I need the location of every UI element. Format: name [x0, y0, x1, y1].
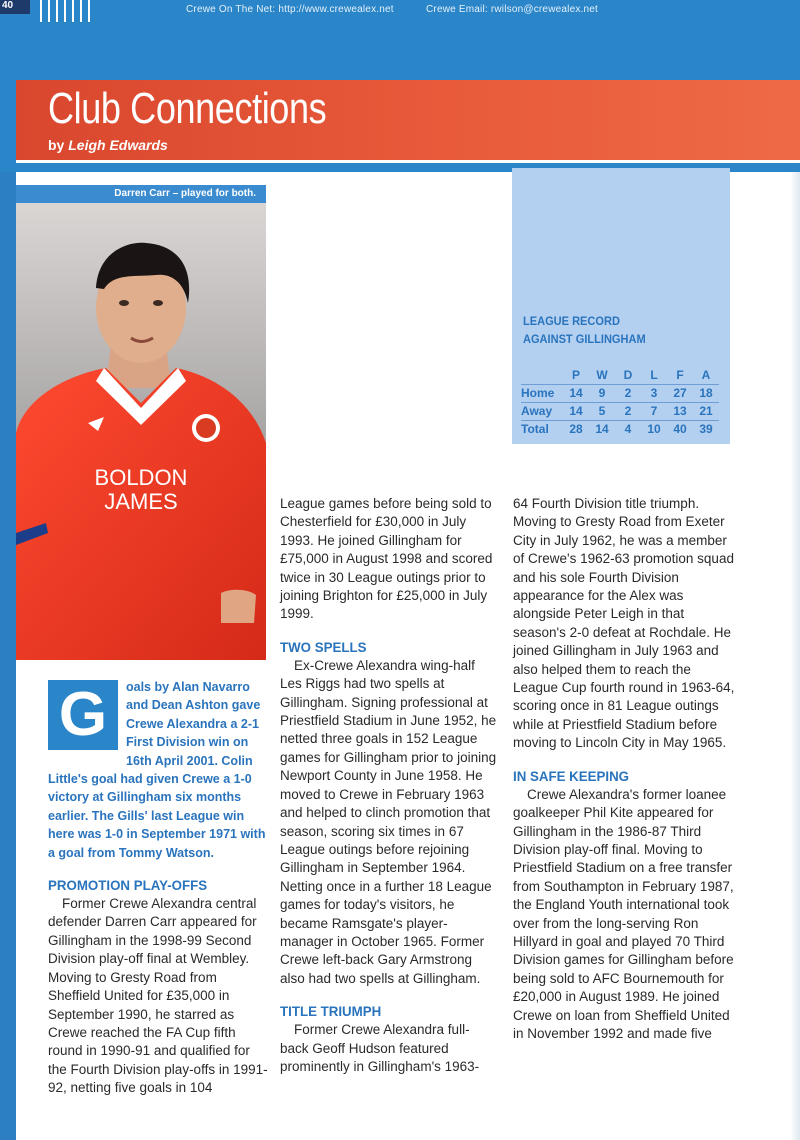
table-cell: 14: [589, 420, 615, 438]
league-record-heading-line2: AGAINST GILLINGHAM: [523, 332, 646, 346]
article-column-2: [280, 495, 498, 1076]
byline: [48, 137, 168, 153]
league-record-heading: [523, 312, 646, 348]
section-text-promotion-continued: League games before being sold to Chesterfield for £30,000 in July 1993. He joined Gillingham for £75,000 in August 1998 and scored twice in 30 League outings prior to joining Brighton for £25,000 in July 1999.: [280, 496, 493, 622]
page-title: Club Connections: [48, 84, 327, 133]
table-cell: 3: [641, 384, 667, 402]
section-text-title-triumph-continued: 64 Fourth Division title triumph. Moving to Gresty Road from Exeter City in July 1962, he was a member of Crewe's 1962-63 promotion squad and his sole Fourth Division appearance for the Alex was alongside Peter Leigh in that season's 2-0 defeat at Rochdale. He joined Gillingham in July 1963 and also helped them to reach the League Cup fourth round in 1963-64, scoring once in 81 League outings while at Priestfield Stadium before moving to Lincoln City in May 1965.: [513, 496, 735, 751]
title-banner: [16, 80, 800, 160]
column-header: P: [571, 367, 580, 382]
shirt-sponsor-line2: JAMES: [104, 489, 178, 514]
top-bar: [0, 0, 800, 80]
league-record-heading-line1: LEAGUE RECORD: [523, 314, 620, 328]
table-cell: 40: [667, 420, 693, 438]
table-row: [521, 420, 719, 438]
section-text-safe-keeping: Crewe Alexandra's former loanee goalkeeper Phil Kite appeared for Gillingham in the 1986-87 Third Division play-off final. Moving to Priestfield Stadium on a free transfer from Southampton in February 1987, the England Youth international took over from the long-serving Ron Hillyard in goal and played 70 Third Division games for Gillingham before being sold to AFC Bournemouth for £20,000 in August 1989. He joined Crewe on loan from Sheffield United in November 1992 and made five: [513, 786, 734, 1041]
photo-caption: Darren Carr – played for both.: [114, 188, 256, 199]
table-cell: 14: [563, 384, 589, 402]
table-row: [521, 402, 719, 420]
section-heading-promotion: PROMOTION PLAY-OFFS: [48, 877, 208, 894]
table-cell: 7: [641, 402, 667, 420]
column-header: W: [596, 367, 608, 382]
banner-divider: [16, 160, 800, 163]
section-text-two-spells: Ex-Crewe Alexandra wing-half Les Riggs had two spells at Gillingham. Signing professional at Priestfield Stadium in June 1952, he netted three goals in 152 League games for Gillingham prior to joining Newport County in June 1958. He moved to Crewe in February 1963 and helped to clinch promotion that season, scoring six times in 67 League outings before rejoining Gillingham in September 1964. Netting once in a further 18 League games for today's visitors, he became Ramsgate's player-manager in October 1965. Former Crewe left-back Gary Armstrong also had two spells at Gillingham.: [280, 657, 497, 986]
byline-prefix: by: [48, 137, 65, 153]
table-cell: 14: [563, 402, 589, 420]
table-cell: 5: [589, 402, 615, 420]
table-cell: 18: [693, 384, 719, 402]
league-record-table: [521, 366, 719, 438]
player-illustration: [16, 203, 266, 660]
table-cell: 9: [589, 384, 615, 402]
table-cell: 27: [667, 384, 693, 402]
page-number: 40: [0, 0, 30, 14]
table-cell: 28: [563, 420, 589, 438]
table-cell: 2: [615, 402, 641, 420]
intro-text: oals by Alan Navarro and Dean Ashton gave Crewe Alexandra a 2-1 First Division win on 16th April 2001. Colin Little's goal had given Crewe a 1-0 victory at Gillingham six months earlier. The Gills' last League win here was 1-0 in September 1971 with a goal from Tommy Watson.: [48, 680, 266, 860]
player-photo: [16, 203, 266, 660]
page-edge-shadow: [790, 170, 800, 1140]
column-header: D: [623, 367, 633, 382]
table-cell: 21: [693, 402, 719, 420]
shirt-sponsor-line1: BOLDON: [94, 465, 188, 490]
table-cell: 39: [693, 420, 719, 438]
column-header: F: [676, 367, 684, 382]
table-cell: 10: [641, 420, 667, 438]
email-link[interactable]: Crewe Email: rwilson@crewealex.net: [426, 4, 599, 15]
section-text-promotion: Former Crewe Alexandra central defender Darren Carr appeared for Gillingham in the 1998-99 Second Division play-off final at Wembley. Moving to Gresty Road from Sheffield United for £35,000 in September 1990, he starred as Crewe reached the FA Cup fifth round in 1990-91 and qualified for the Fourth Division play-offs in 1991-92, netting five goals in 104: [48, 896, 268, 1096]
section-heading-title-triumph: TITLE TRIUMPH: [280, 1003, 382, 1020]
table-header-row: [521, 366, 719, 384]
website-link[interactable]: Crewe On The Net: http://www.crewealex.net: [186, 4, 394, 15]
article-column-1: [48, 678, 270, 1098]
section-heading-safe-keeping: IN SAFE KEEPING: [513, 767, 630, 784]
column-header: L: [650, 367, 658, 382]
article-column-3: [513, 495, 735, 1043]
author-name: Leigh Edwards: [68, 137, 168, 153]
player-photo-box: [16, 185, 266, 660]
decorative-stripes: [40, 0, 90, 22]
column-header: A: [701, 367, 711, 382]
league-record-box: [512, 168, 730, 444]
section-heading-two-spells: TWO SPELLS: [280, 638, 367, 655]
table-cell: 4: [615, 420, 641, 438]
table-cell: 2: [615, 384, 641, 402]
row-label: Home: [521, 384, 563, 402]
table-row: [521, 384, 719, 402]
drop-cap: G: [48, 680, 118, 750]
row-label: Total: [521, 420, 563, 438]
intro-paragraph: [48, 678, 270, 862]
table-cell: 13: [667, 402, 693, 420]
row-label: Away: [521, 402, 563, 420]
section-text-title-triumph: Former Crewe Alexandra full-back Geoff Hudson featured prominently in Gillingham's 1963-: [280, 1022, 480, 1074]
